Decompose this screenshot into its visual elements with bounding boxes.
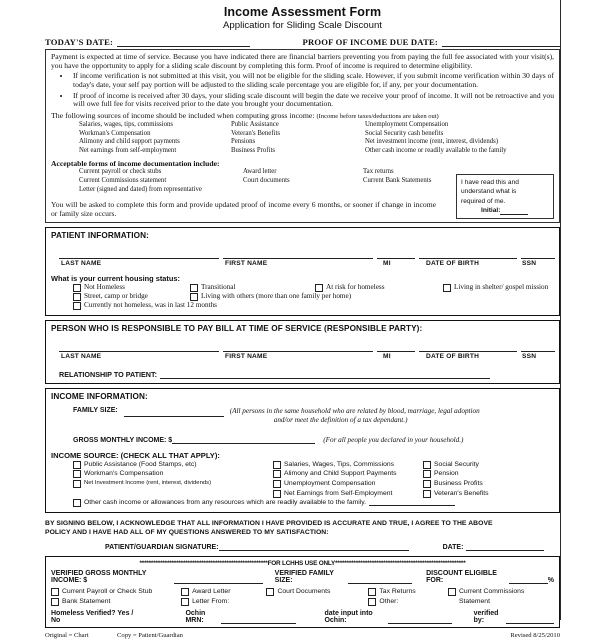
- acceptable-docs-heading: Acceptable forms of income documentation include:: [51, 158, 220, 168]
- responsible-mi-input[interactable]: [377, 351, 415, 352]
- housing-status-row-3: [73, 301, 554, 310]
- verified-income-input[interactable]: [174, 574, 263, 584]
- signature-date-label: DATE:: [442, 544, 464, 552]
- verified-by-label: verified by:: [473, 610, 499, 625]
- responsible-mi-label: MI: [383, 352, 391, 360]
- policy-notice-box: [45, 49, 560, 223]
- doc-award-letter[interactable]: [181, 587, 266, 597]
- verified-by-input[interactable]: [506, 614, 554, 624]
- housing-option-shelter[interactable]: [443, 283, 548, 292]
- checkbox-icon[interactable]: [423, 490, 431, 498]
- initial-input[interactable]: [500, 207, 528, 215]
- doc-letter-from[interactable]: [181, 597, 266, 607]
- responsible-dob-label: DATE OF BIRTH: [426, 352, 480, 360]
- family-size-input[interactable]: [124, 407, 224, 417]
- income-sources-columns: [79, 121, 554, 156]
- patient-dob-label: DATE OF BIRTH: [426, 259, 480, 267]
- income-source-item: Net earnings from self-employment: [79, 146, 177, 154]
- housing-option-label: Living in shelter/ gospel mission: [454, 282, 549, 291]
- patient-ssn-input[interactable]: [521, 258, 555, 259]
- income-source-item: Net investment income (rent, interest, dividends): [365, 138, 499, 146]
- housing-option-label: Living with others (more than one family per home): [201, 292, 352, 301]
- income-source-label: Public Assistance (Food Stamps, etc): [84, 460, 197, 468]
- responsible-first-name-label: FIRST NAME: [225, 352, 268, 360]
- doc-label: Bank Statement: [62, 598, 111, 606]
- housing-option-recently-homeless[interactable]: [73, 301, 217, 310]
- acceptable-docs-col-2: [243, 168, 363, 194]
- footer-revised: Revised 8/25/2010: [510, 632, 560, 639]
- discount-label: DISCOUNT ELIGIBLE FOR:: [426, 570, 497, 585]
- income-source-self-employment[interactable]: [273, 489, 423, 499]
- doc-label: Award Letter: [192, 588, 231, 596]
- signature-label: PATIENT/GUARDIAN SIGNATURE:: [105, 544, 219, 552]
- checkbox-icon[interactable]: [273, 490, 281, 498]
- income-source-label: Net Earnings from Self-Employment: [284, 489, 393, 497]
- verified-docs-grid: [51, 587, 554, 607]
- income-source-item: Public Assistance: [231, 120, 279, 128]
- checkbox-icon[interactable]: [51, 588, 59, 596]
- responsible-name-fields: [51, 342, 554, 364]
- income-source-veterans-benefits[interactable]: [423, 489, 489, 499]
- verified-income-label: VERIFIED GROSS MONTHLY INCOME: $: [51, 570, 147, 585]
- housing-option-label: Currently not homeless, was in last 12 months: [84, 301, 217, 310]
- initial-box-line-2: understand what is: [461, 188, 517, 196]
- footer-original: Original = Chart: [45, 632, 89, 639]
- responsible-ssn-label: SSN: [522, 352, 537, 360]
- housing-status-row-2: [73, 292, 554, 301]
- gross-income-input[interactable]: [172, 434, 315, 444]
- income-source-label: Salaries, Wages, Tips, Commissions: [284, 460, 395, 468]
- income-source-col-1: [73, 460, 273, 499]
- checkbox-icon[interactable]: [448, 588, 456, 596]
- initial-box-line-3: required of me.: [461, 197, 506, 205]
- checkbox-icon[interactable]: [368, 588, 376, 596]
- housing-option-street[interactable]: [73, 292, 190, 301]
- gross-income-note: (For all people you declared in your household.): [323, 435, 464, 444]
- family-size-note-line-2: and/or meet the definition of a tax dependant.): [273, 415, 408, 424]
- doc-current-commissions[interactable]: [448, 587, 554, 607]
- patient-information-section: [45, 227, 560, 316]
- checkbox-icon[interactable]: [73, 480, 81, 488]
- responsible-last-name-input[interactable]: [59, 351, 219, 352]
- housing-option-label: Street, camp or bridge: [84, 292, 148, 301]
- sources-intro-paren: (Income before taxes/deductions are taken out): [316, 113, 439, 121]
- staff-banner-fill-left: ********************************************************: [139, 560, 268, 568]
- gross-income-label: GROSS MONTHLY INCOME: $: [73, 436, 173, 444]
- doc-label: Current Payroll or Check Stub: [62, 588, 153, 596]
- acceptable-doc-item: Award letter: [243, 168, 277, 176]
- relationship-input[interactable]: [160, 369, 490, 379]
- notice-intro: Payment is expected at time of service. Because you have indicated there are financial barriers preventing you from paying the full fee associated with your visit(s), you have the opportunity to apply for a sliding scale discount by completing this form. Proof of income is required to determine eligibility.: [51, 52, 554, 70]
- checkbox-icon[interactable]: [73, 499, 81, 507]
- acceptable-doc-item: Court documents: [243, 177, 290, 185]
- doc-tax-returns[interactable]: [368, 587, 448, 597]
- notice-bullet-list: [51, 72, 554, 109]
- acknowledgement-statement: [45, 519, 560, 537]
- checkbox-icon[interactable]: [443, 284, 451, 292]
- initial-label: Initial:: [481, 207, 501, 215]
- acceptable-doc-item: Letter (signed and dated) from representative: [79, 185, 202, 193]
- responsible-ssn-input[interactable]: [521, 351, 555, 352]
- patient-mi-input[interactable]: [377, 258, 415, 259]
- form-sheet: [45, 0, 560, 639]
- staff-banner: [51, 560, 554, 567]
- income-source-item: Social Security cash benefits: [365, 129, 444, 137]
- checkbox-icon[interactable]: [190, 293, 198, 301]
- date-input-ochin-label: date input into Ochin:: [324, 610, 373, 625]
- patient-name-fields: [51, 249, 554, 271]
- verified-docs-col-2: [181, 587, 266, 607]
- verified-family-label: VERIFIED FAMILY SIZE:: [274, 570, 334, 585]
- income-source-item: Other cash income or readily available to the family: [365, 146, 507, 154]
- checkbox-icon[interactable]: [181, 588, 189, 596]
- responsible-party-section: [45, 320, 560, 384]
- patient-first-name-label: FIRST NAME: [225, 259, 268, 267]
- family-size-label: FAMILY SIZE:: [73, 406, 118, 414]
- checkbox-icon[interactable]: [73, 284, 81, 292]
- acceptable-doc-item: Tax returns: [363, 168, 394, 176]
- checkbox-icon[interactable]: [73, 293, 81, 301]
- income-source-other-cash[interactable]: [73, 498, 554, 508]
- todays-date-input[interactable]: [117, 37, 250, 47]
- initial-acknowledgement-box: [456, 174, 554, 219]
- income-source-business-profits[interactable]: [423, 479, 489, 489]
- discount-input[interactable]: [509, 574, 548, 584]
- relationship-row: [51, 369, 554, 379]
- income-source-label: Business Profits: [434, 480, 483, 488]
- checkbox-icon[interactable]: [423, 461, 431, 469]
- checkbox-icon[interactable]: [273, 480, 281, 488]
- doc-other[interactable]: [368, 597, 448, 607]
- proof-due-date-label: PROOF OF INCOME DUE DATE:: [302, 37, 438, 47]
- acknowledgement-line-2: POLICY AND I HAVE HAD ALL OF MY QUESTIONS ANSWERED TO MY SATISFACTION:: [45, 529, 329, 537]
- todays-date-label: TODAY'S DATE:: [45, 37, 114, 47]
- signature-date-input[interactable]: [466, 541, 544, 551]
- doc-label: Tax Returns: [379, 588, 416, 596]
- signature-input[interactable]: [219, 541, 409, 551]
- income-source-heading: INCOME SOURCE: (CHECK ALL THAT APPLY):: [51, 450, 220, 460]
- patient-last-name-input[interactable]: [59, 258, 219, 259]
- income-source-item: Pensions: [231, 138, 256, 146]
- notice-closing-text: You will be asked to complete this form and provide updated proof of income every 6 months, or sooner if change in income or family size occurs.: [51, 199, 436, 218]
- checkbox-icon[interactable]: [73, 470, 81, 478]
- page-title: Income Assessment Form: [223, 5, 382, 19]
- income-source-social-security[interactable]: [423, 460, 489, 470]
- income-source-unemployment[interactable]: [273, 479, 423, 489]
- staff-banner-fill-right: *********************************************************: [335, 560, 466, 568]
- income-source-other-row: [73, 498, 554, 508]
- income-source-label: Pension: [434, 470, 459, 478]
- income-source-pension[interactable]: [423, 469, 489, 479]
- housing-option-label: Transitional: [201, 282, 236, 291]
- doc-label: Court Documents: [277, 588, 331, 596]
- housing-option-living-with-others[interactable]: [190, 292, 351, 301]
- staff-footer-row: [51, 610, 554, 624]
- patient-section-heading: PATIENT INFORMATION:: [51, 230, 149, 240]
- signature-row: [105, 541, 560, 551]
- income-source-other-input[interactable]: [369, 498, 455, 506]
- initial-box-line-1: I have read this and: [461, 178, 519, 186]
- income-source-item: Salaries, wages, tips, commissions: [79, 120, 174, 128]
- income-source-label: Unemployment Compensation: [284, 480, 376, 488]
- verified-values-row: [51, 570, 554, 584]
- income-source-label: Net Investment Income (rent, interest, dividends): [84, 480, 212, 487]
- verified-docs-col-5: [448, 587, 554, 607]
- checkbox-icon[interactable]: [73, 302, 81, 310]
- housing-option-not-homeless[interactable]: [73, 283, 190, 292]
- checkbox-icon[interactable]: [368, 598, 376, 606]
- sources-intro-text: The following sources of income should be included when computing gross income:: [51, 111, 315, 121]
- checkbox-icon[interactable]: [273, 470, 281, 478]
- notice-bullet-1: • If income verification is not submitted at this visit, you will not be eligible for the sliding scale. However, if you submit income verification within 30 days of today's date, your self pay portion will be adjusted to the sliding scale percentage you are eligible for, if any, per your documentation.: [71, 72, 554, 90]
- housing-option-label: Not Homeless: [84, 282, 125, 291]
- housing-option-label: At risk for homeless: [326, 282, 385, 291]
- checkbox-icon[interactable]: [51, 598, 59, 606]
- acceptable-doc-item: Current Commissions statement: [79, 177, 167, 185]
- patient-mi-label: MI: [383, 259, 391, 267]
- patient-first-name-input[interactable]: [223, 258, 373, 259]
- income-sources-col-2: [231, 121, 365, 156]
- sources-intro-row: [51, 111, 554, 121]
- staff-use-only-section: [45, 556, 560, 628]
- page-subtitle: Application for Sliding Scale Discount: [223, 20, 382, 31]
- verified-family-input[interactable]: [348, 574, 413, 584]
- checkbox-icon[interactable]: [273, 461, 281, 469]
- income-source-item: Business Profits: [231, 146, 275, 154]
- housing-status-question: What is your current housing status:: [51, 273, 180, 283]
- percent-symbol: %: [547, 577, 554, 585]
- acceptable-docs-col-3: [363, 168, 431, 194]
- ochin-mrn-label: Ochin MRN:: [185, 610, 206, 625]
- doc-current-payroll[interactable]: [51, 587, 181, 597]
- housing-status-row-1: [73, 283, 554, 292]
- income-source-net-investment[interactable]: [73, 479, 273, 487]
- family-size-note: [230, 407, 480, 425]
- housing-option-transitional[interactable]: [190, 283, 315, 292]
- relationship-label: RELATIONSHIP TO PATIENT:: [59, 369, 157, 379]
- income-source-grid: [51, 460, 554, 499]
- verified-docs-col-1: [51, 587, 181, 607]
- responsible-first-name-input[interactable]: [223, 351, 373, 352]
- checkbox-icon[interactable]: [315, 284, 323, 292]
- checkbox-icon[interactable]: [190, 284, 198, 292]
- income-source-alimony[interactable]: [273, 469, 423, 479]
- responsible-party-heading: PERSON WHO IS RESPONSIBLE TO PAY BILL AT TIME OF SERVICE (RESPONSIBLE PARTY):: [51, 323, 423, 333]
- ochin-mrn-input[interactable]: [221, 614, 297, 624]
- checkbox-icon[interactable]: [73, 461, 81, 469]
- acknowledgement-line-1: BY SIGNING BELOW, I ACKNOWLEDGE THAT ALL INFORMATION I HAVE PROVIDED IS ACCURATE AND TRUE, I AGREE TO THE ABOVE: [45, 520, 493, 528]
- patient-dob-input[interactable]: [419, 258, 517, 259]
- income-source-label: Other cash income or allowances from any resources which are readily available to the family.: [84, 499, 367, 507]
- income-sources-col-1: [79, 121, 231, 156]
- acceptable-docs-col-1: [79, 168, 243, 194]
- income-sources-col-3: [365, 121, 507, 156]
- income-section-heading: INCOME INFORMATION:: [51, 391, 148, 401]
- checkbox-icon[interactable]: [181, 598, 189, 606]
- family-size-row: [73, 407, 554, 425]
- verified-docs-col-4: [368, 587, 448, 607]
- doc-label: Current Commissions Statement: [459, 588, 525, 606]
- acceptable-doc-item: Current payroll or check stubs: [79, 168, 162, 176]
- patient-ssn-label: SSN: [522, 259, 537, 267]
- page-right-edge: [560, 0, 561, 620]
- income-source-item: Veteran's Benefits: [231, 129, 280, 137]
- doc-court-documents[interactable]: [266, 587, 368, 597]
- checkbox-icon[interactable]: [423, 470, 431, 478]
- responsible-last-name-label: LAST NAME: [61, 352, 102, 360]
- acceptable-doc-item: Current Bank Statements: [363, 177, 432, 185]
- verified-docs-col-3: [266, 587, 368, 607]
- income-source-label: Alimony and Child Support Payments: [284, 470, 397, 478]
- responsible-dob-input[interactable]: [419, 351, 517, 352]
- income-information-section: [45, 388, 560, 513]
- income-source-salaries[interactable]: [273, 460, 423, 470]
- doc-bank-statement[interactable]: [51, 597, 181, 607]
- income-source-workmans-comp[interactable]: [73, 469, 273, 479]
- income-source-label: Veteran's Benefits: [434, 489, 489, 497]
- family-size-note-line-1: (All persons in the same household who are related by blood, marriage, legal adoption: [229, 406, 480, 415]
- patient-last-name-label: LAST NAME: [61, 259, 102, 267]
- income-source-item: Alimony and child support payments: [79, 138, 180, 146]
- income-source-item: Unemployment Compensation: [365, 120, 449, 128]
- checkbox-icon[interactable]: [423, 480, 431, 488]
- staff-banner-label: FOR LCHHS USE ONLY: [267, 560, 336, 568]
- income-source-label: Social Security: [434, 460, 479, 468]
- date-line-row: [45, 37, 560, 47]
- income-source-col-3: [423, 460, 489, 499]
- housing-option-at-risk[interactable]: [315, 283, 443, 292]
- homeless-verified-label[interactable]: Homeless Verified? Yes / No: [51, 610, 134, 625]
- form-footer: [45, 632, 560, 639]
- gross-income-row: [73, 434, 554, 444]
- doc-label: Letter From:: [192, 598, 230, 606]
- income-source-label: Workman's Compensation: [84, 470, 164, 478]
- initial-row: [481, 206, 549, 216]
- income-source-col-2: [273, 460, 423, 499]
- footer-copy: Copy = Patient/Guardian: [117, 632, 183, 639]
- income-source-public-assistance[interactable]: [73, 460, 273, 470]
- proof-due-date-input[interactable]: [442, 37, 560, 47]
- checkbox-icon[interactable]: [266, 588, 274, 596]
- date-input-ochin-input[interactable]: [388, 614, 451, 624]
- income-source-item: Workman's Compensation: [79, 129, 151, 137]
- doc-label: Other:: [379, 598, 399, 606]
- notice-bullet-2: • If proof of income is received after 30 days, your sliding scale discount will begin the date we receive your proof of income. It will not be retroactive and you will owe full fee for visits received prior to the date you brought your documentation.: [71, 92, 554, 110]
